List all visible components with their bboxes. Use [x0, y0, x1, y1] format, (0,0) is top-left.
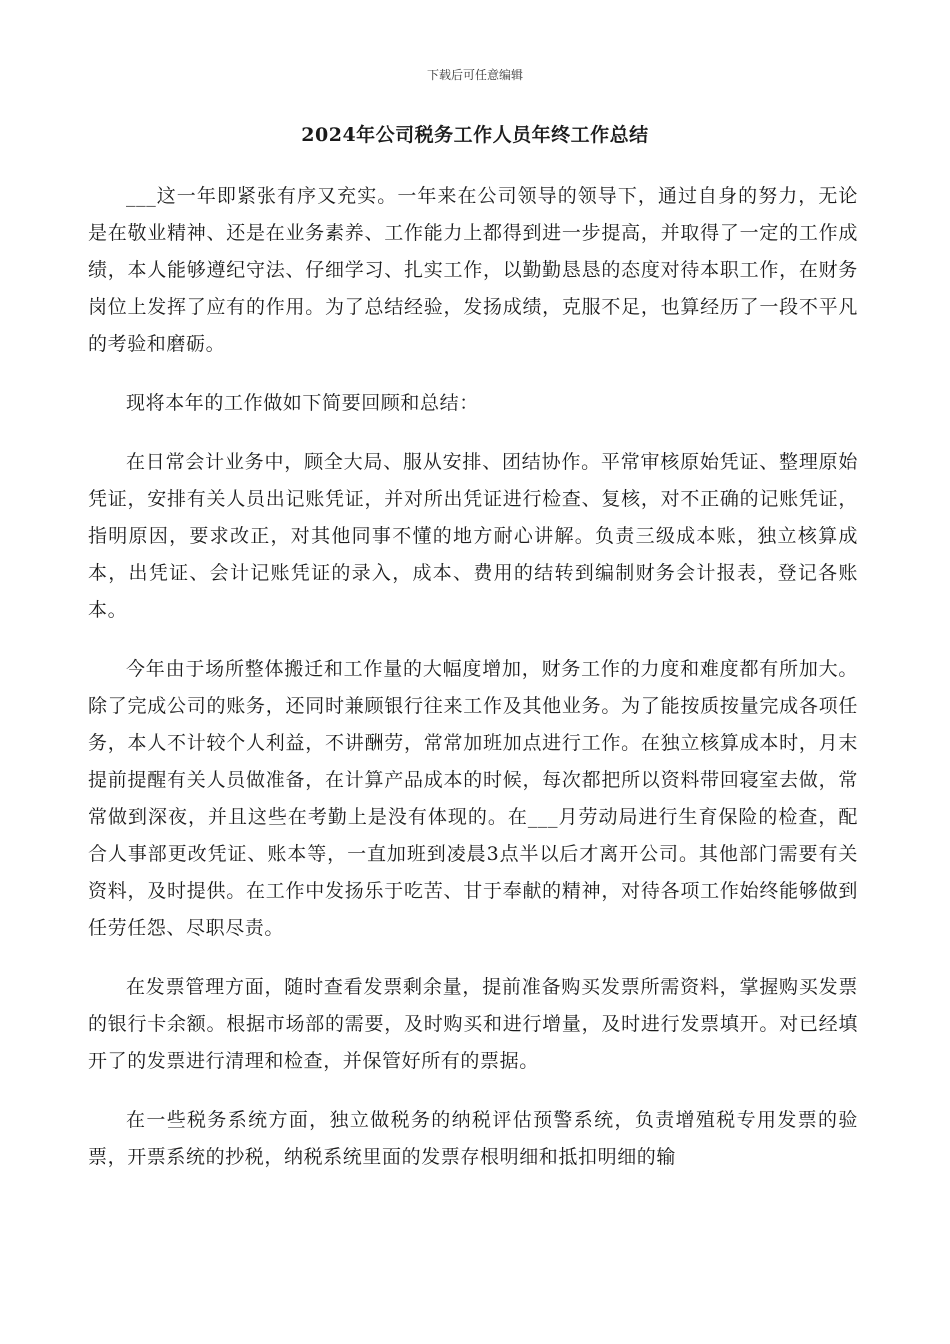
- paragraph-tax-systems: 在一些税务系统方面，独立做税务的纳税评估预警系统，负责增殖税专用发票的验票，开票系统的抄税，纳税系统里面的发票存根明细和抵扣明细的输: [88, 1109, 858, 1168]
- paragraph-intro: ___这一年即紧张有序又充实。一年来在公司领导的领导下，通过自身的努力，无论是在敬业精神、还是在业务素养、工作能力上都得到进一步提高，并取得了一定的工作成绩，本人能够遵纪守法、仔细学习、扎实工作，以勤勤恳恳的态度对待本职工作，在财务岗位上发挥了应有的作用。为了总结经验，发扬成绩，克服不足，也算经历了一段不平凡的考验和磨砺。: [88, 185, 858, 355]
- header-note: 下载后可任意编辑: [426, 68, 523, 82]
- paragraph-invoice-management: 在发票管理方面，随时查看发票剩余量，提前准备购买发票所需资料，掌握购买发票的银行卡余额。根据市场部的需要，及时购买和进行增量，及时进行发票填开。对已经填开了的发票进行清理和检查，并保管好所有的票据。: [88, 976, 858, 1072]
- paragraph-overview: 现将本年的工作做如下简要回顾和总结：: [126, 392, 479, 414]
- document-body: [88, 178, 858, 1198]
- paragraph-workload: 今年由于场所整体搬迁和工作量的大幅度增加，财务工作的力度和难度都有所加大。除了完成公司的账务，还同时兼顾银行往来工作及其他业务。为了能按质按量完成各项任务，本人不计较个人利益，不讲酬劳，常常加班加点进行工作。在独立核算成本时，月末提前提醒有关人员做准备，在计算产品成本的时候，每次都把所以资料带回寝室去做，常常做到深夜，并且这些在考勤上是没有体现的。在___月劳动局进行生育保险的检查，配合人事部更改凭证、账本等，一直加班到凌晨3点半以后才离开公司。其他部门需要有关资料，及时提供。在工作中发扬乐于吃苦、甘于奉献的精神，对待各项工作始终能够做到任劳任怨、尽职尽责。: [88, 658, 858, 939]
- document-title: 2024年公司税务工作人员年终工作总结: [301, 124, 649, 146]
- paragraph-daily-accounting: 在日常会计业务中，顾全大局、服从安排、团结协作。平常审核原始凭证、整理原始凭证，安排有关人员出记账凭证，并对所出凭证进行检查、复核，对不正确的记账凭证，指明原因，要求改正，对其他同事不懂的地方耐心讲解。负责三级成本账，独立核算成本，出凭证、会计记账凭证的录入，成本、费用的结转到编制财务会计报表，登记各账本。: [88, 451, 858, 621]
